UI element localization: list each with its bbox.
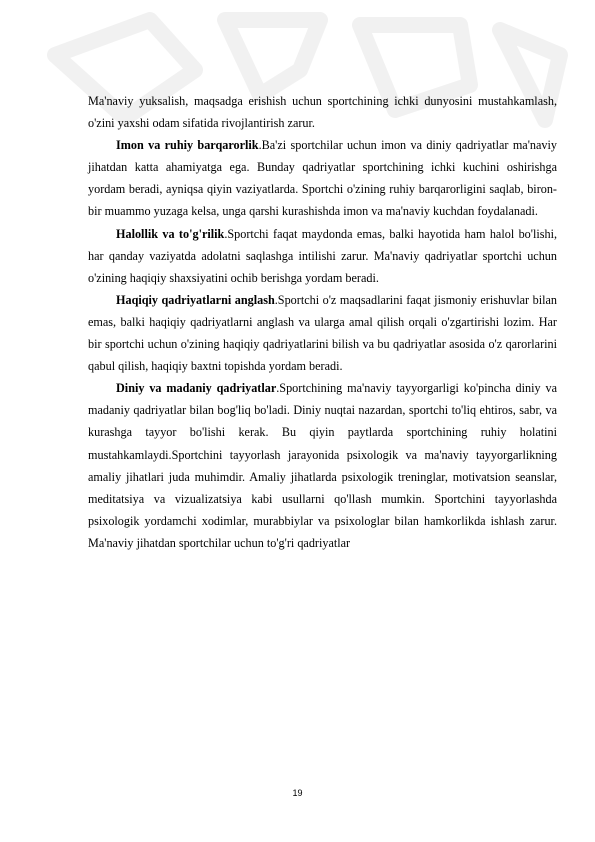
heading-values: Haqiqiy qadriyatlarni anglash — [116, 292, 275, 307]
heading-faith: Imon va ruhiy barqarorlik — [116, 138, 259, 153]
page-number: 19 — [292, 788, 303, 798]
paragraph-faith — [88, 134, 557, 222]
paragraph-honesty — [88, 223, 557, 289]
paragraph-religious-cultural — [88, 377, 557, 554]
paragraph-intro — [88, 90, 557, 134]
paragraph-intro-text: Ma'naviy yuksalish, maqsadga erishish uchun sportchining ichki dunyosini mustahkamlash, o'zini yaxshi odam sifatida rivojlantirish zarur. — [88, 94, 557, 131]
paragraph-values — [88, 289, 557, 377]
paragraph-religious-cultural-text: .Sportchining ma'naviy tayyorgarligi ko'pincha diniy va madaniy qadriyatlar bilan bog'liq bo'ladi. Diniy nuqtai nazardan, sportchi to'liq ehtiros, sabr, va kurashga tayyor bo'lishi kerak. Bu qiyin paytlarda sportchining ruhiy holatini mustahkamlaydi.Sportchini tayyorlash jarayonida psixologik va ma'naviy tayyorgarlikning amaliy jihatlari juda muhimdir. Amaliy jihatlarda psixologik treninglar, motivatsion seanslar, meditatsiya va vizualizatsiya kabi usullarni qo'llash mumkin. Sportchini tayyorlashda psixologik yordamchi xodimlar, murabbiylar va psixologlar bilan hamkorlikda ishlash zarur. Ma'naviy jihatdan sportchilar uchun to'g'ri qadriyatlar — [88, 381, 557, 550]
document-body — [88, 90, 557, 554]
paragraph-honesty-text: .Sportchi faqat maydonda emas, balki hayotida ham halol bo'lishi, har qanday vaziyatda adolatni saqlashga intilishi zarur. Ma'naviy qadriyatlar sportchi uchun o'zining haqiqiy shaxsiyatini ochib berishga yordam beradi. — [88, 226, 558, 285]
paragraph-values-text: .Sportchi o'z maqsadlarini faqat jismoniy erishuvlar bilan emas, balki haqiqiy qadriyatlarni anglash va ularga amal qilish orqali o'zgartirishi lozim. Har bir sportchi uchun o'zining haqiqiy qadriyatlarini bilish va bu qadriyatlar asosida o'z qarorlarini qabul qilish, haqiqiy baxtni topishda yordam beradi. — [88, 292, 557, 374]
heading-religious-cultural: Diniy va madaniy qadriyatlar — [116, 381, 277, 396]
paragraph-faith-text: .Ba'zi sportchilar uchun imon va diniy qadriyatlar ma'naviy jihatdan katta ahamiyatga ega. Bunday qadriyatlar sportchining ichki kuchini oshirishga yordam beradi, ayniqsa qiyin vaziyatlarda. Sportchi o'zining ruhiy barqarorligini saqlab, biron-bir muammo yuzaga kelsa, unga qarshi kurashishda imon va ma'naviy kuchdan foydalanadi. — [88, 138, 557, 219]
heading-honesty: Halollik va to'g'rilik — [116, 226, 225, 241]
